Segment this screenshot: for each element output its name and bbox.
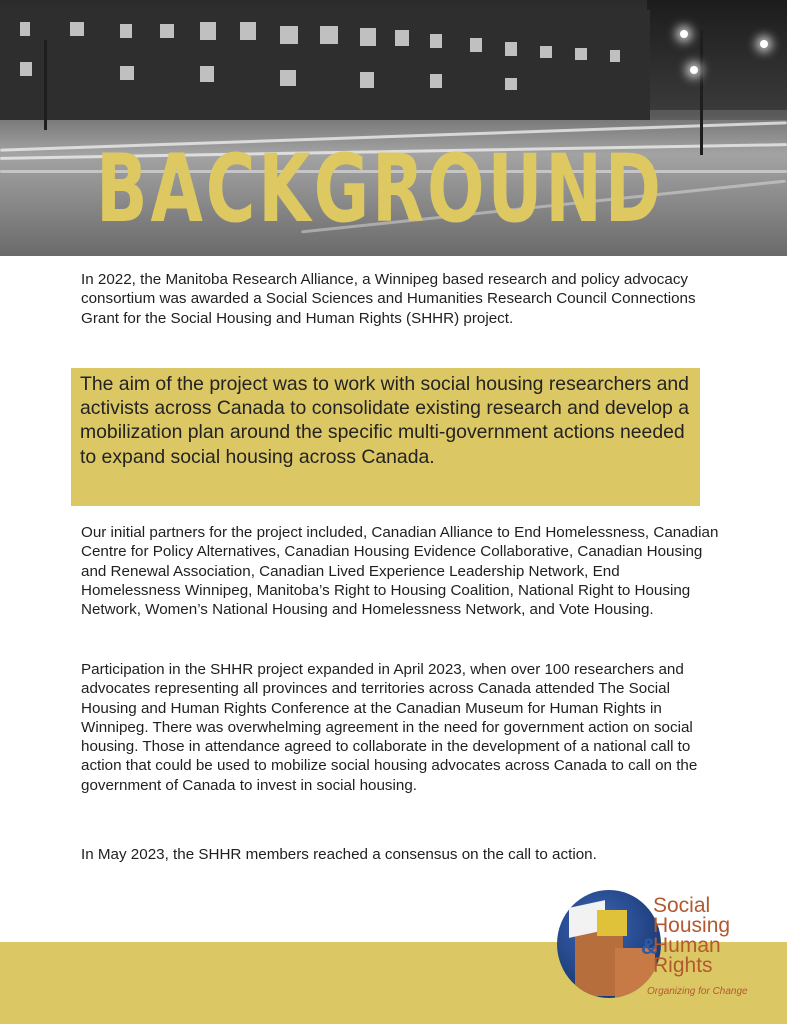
logo-line: Human	[653, 934, 721, 957]
logo-accent-icon	[597, 910, 627, 936]
participation-paragraph: Participation in the SHHR project expanded in April 2023, when over 100 researchers and advocates representing all provinces and territories across Canada attended The Social Housing and Human Rights Conference at the Canadian Museum for Human Rights in Winnipeg. There was overwhelming agreement in the need for government action on social housing. Those in attendance agreed to collaborate in the development of a national call to action that could be used to mobilize social housing advocates across Canada to call on the government of Canada to invest in social housing.	[81, 661, 698, 794]
building-window	[20, 22, 30, 36]
street-pole	[44, 40, 47, 130]
street-lamp	[760, 40, 768, 48]
building-window	[70, 22, 84, 36]
logo-line: Housing	[653, 914, 731, 937]
building-window	[360, 72, 374, 88]
logo-line: Social	[653, 894, 711, 917]
building-window	[280, 70, 296, 86]
building-window	[120, 24, 132, 38]
building-window	[505, 42, 517, 56]
building-window	[160, 24, 174, 38]
street-pole	[700, 30, 703, 155]
page-title: BACKGROUND	[96, 135, 664, 244]
building-window	[200, 22, 216, 40]
building-window	[505, 78, 517, 90]
street-lamp	[690, 66, 698, 74]
building-window	[120, 66, 134, 80]
building-window	[430, 34, 442, 48]
building-window	[470, 38, 482, 52]
highlight-text: The aim of the project was to work with social housing researchers and activists across Canada to consolidate existing research and develop a mobilization plan around the specific multi-government actions needed to expand social housing across Canada.	[80, 373, 689, 468]
building-window	[430, 74, 442, 88]
logo-ampersand: &	[641, 934, 657, 959]
building-window	[575, 48, 587, 60]
building-window	[240, 22, 256, 40]
highlight-box	[71, 368, 700, 506]
building-window	[395, 30, 409, 46]
dark-corner	[647, 0, 787, 110]
street-lamp	[680, 30, 688, 38]
building-window	[280, 26, 298, 44]
building-window	[540, 46, 552, 58]
logo-wordmark	[653, 896, 730, 976]
building-window	[20, 62, 32, 76]
building-window	[360, 28, 376, 46]
intro-paragraph: In 2022, the Manitoba Research Alliance, a Winnipeg based research and policy advocacy consortium was awarded a Social Sciences and Humanities Research Council Connections Grant for the Social Housing and Human Rights (SHHR) project.	[81, 271, 696, 327]
partners-paragraph: Our initial partners for the project included, Canadian Alliance to End Homelessness, Canadian Centre for Policy Alternatives, Canadian Housing Evidence Collaborative, Canadian Housing and Renewal Association, Canadian Lived Experience Leadership Network, End Homelessness Winnipeg, Manitoba’s Right to Housing Coalition, National Right to Housing Network, Women’s National Housing and Homelessness Network, and Vote Housing.	[81, 524, 719, 619]
building-window	[320, 26, 338, 44]
building-window	[200, 66, 214, 82]
building-window	[610, 50, 620, 62]
logo-tagline: Organizing for Change	[647, 986, 748, 997]
logo-line: Rights	[653, 954, 713, 977]
shhr-logo	[555, 890, 775, 1002]
consensus-paragraph: In May 2023, the SHHR members reached a consensus on the call to action.	[81, 846, 597, 863]
